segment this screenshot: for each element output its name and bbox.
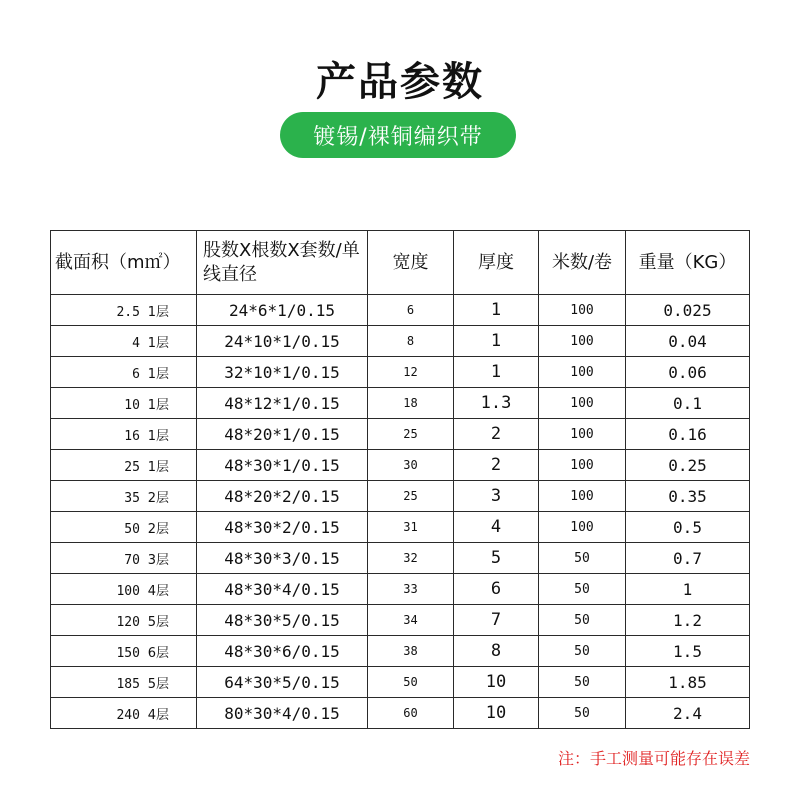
layer-value: 1层: [147, 304, 170, 320]
cell-thickness: 10: [454, 667, 539, 698]
cell-width: 38: [368, 636, 454, 667]
cell-width: 6: [368, 295, 454, 326]
table-header-row: [51, 231, 750, 295]
cell-section: [51, 636, 197, 667]
cell-meters: 100: [539, 450, 626, 481]
table-row: [51, 512, 750, 543]
cell-weight: 1.85: [626, 667, 750, 698]
table-row: [51, 636, 750, 667]
header-thickness: 厚度: [454, 231, 539, 295]
cell-thickness: 1: [454, 295, 539, 326]
header-section: 截面积（m㎡）: [51, 231, 197, 295]
layer-value: 1层: [147, 335, 170, 351]
cell-meters: 100: [539, 419, 626, 450]
cell-weight: 2.4: [626, 698, 750, 729]
cell-meters: 50: [539, 543, 626, 574]
table-row: [51, 698, 750, 729]
cell-width: 34: [368, 605, 454, 636]
cell-spec: 32*10*1/0.15: [197, 357, 368, 388]
cell-meters: 50: [539, 667, 626, 698]
cell-thickness: 4: [454, 512, 539, 543]
cell-meters: 100: [539, 388, 626, 419]
cell-width: 60: [368, 698, 454, 729]
section-value: 35: [124, 490, 140, 506]
section-value: 2.5: [116, 304, 140, 320]
cell-meters: 50: [539, 574, 626, 605]
table-row: [51, 667, 750, 698]
cell-section: [51, 605, 197, 636]
cell-weight: 0.1: [626, 388, 750, 419]
cell-meters: 50: [539, 605, 626, 636]
cell-meters: 100: [539, 357, 626, 388]
cell-meters: 100: [539, 295, 626, 326]
cell-section: [51, 512, 197, 543]
cell-meters: 100: [539, 512, 626, 543]
cell-spec: 48*30*5/0.15: [197, 605, 368, 636]
layer-value: 4层: [147, 707, 170, 723]
layer-value: 1层: [147, 397, 170, 413]
cell-weight: 1.5: [626, 636, 750, 667]
layer-value: 5层: [147, 614, 170, 630]
section-value: 100: [116, 583, 140, 599]
section-value: 150: [116, 645, 140, 661]
header-meters: 米数/卷: [539, 231, 626, 295]
cell-weight: 0.7: [626, 543, 750, 574]
cell-section: [51, 326, 197, 357]
cell-section: [51, 698, 197, 729]
cell-spec: 24*10*1/0.15: [197, 326, 368, 357]
cell-meters: 100: [539, 481, 626, 512]
table-row: [51, 357, 750, 388]
cell-weight: 0.35: [626, 481, 750, 512]
cell-weight: 1: [626, 574, 750, 605]
cell-thickness: 6: [454, 574, 539, 605]
cell-thickness: 3: [454, 481, 539, 512]
table-body: [51, 295, 750, 729]
section-value: 10: [124, 397, 140, 413]
header-width: 宽度: [368, 231, 454, 295]
cell-section: [51, 450, 197, 481]
cell-weight: 0.5: [626, 512, 750, 543]
cell-thickness: 8: [454, 636, 539, 667]
section-value: 25: [124, 459, 140, 475]
section-value: 4: [132, 335, 140, 351]
cell-width: 31: [368, 512, 454, 543]
cell-spec: 48*12*1/0.15: [197, 388, 368, 419]
cell-width: 33: [368, 574, 454, 605]
cell-width: 25: [368, 419, 454, 450]
cell-spec: 48*20*2/0.15: [197, 481, 368, 512]
section-value: 120: [116, 614, 140, 630]
cell-spec: 48*30*2/0.15: [197, 512, 368, 543]
layer-value: 1层: [147, 428, 170, 444]
spec-table: [50, 230, 750, 729]
table-row: [51, 295, 750, 326]
layer-value: 1层: [147, 366, 170, 382]
cell-spec: 48*30*3/0.15: [197, 543, 368, 574]
header-weight: 重量（KG）: [626, 231, 750, 295]
cell-thickness: 1.3: [454, 388, 539, 419]
cell-thickness: 7: [454, 605, 539, 636]
cell-width: 8: [368, 326, 454, 357]
cell-meters: 50: [539, 698, 626, 729]
cell-spec: 48*30*6/0.15: [197, 636, 368, 667]
cell-thickness: 5: [454, 543, 539, 574]
layer-value: 1层: [147, 459, 170, 475]
cell-weight: 0.06: [626, 357, 750, 388]
layer-value: 5层: [147, 676, 170, 692]
cell-width: 18: [368, 388, 454, 419]
cell-spec: 48*30*4/0.15: [197, 574, 368, 605]
section-value: 70: [124, 552, 140, 568]
cell-weight: 0.04: [626, 326, 750, 357]
cell-weight: 0.25: [626, 450, 750, 481]
cell-section: [51, 388, 197, 419]
product-badge-label: 镀锡/裸铜编织带: [313, 124, 483, 150]
cell-width: 25: [368, 481, 454, 512]
table-row: [51, 605, 750, 636]
cell-section: [51, 419, 197, 450]
cell-section: [51, 574, 197, 605]
table-row: [51, 450, 750, 481]
cell-width: 30: [368, 450, 454, 481]
cell-section: [51, 543, 197, 574]
table-row: [51, 481, 750, 512]
section-value: 185: [116, 676, 140, 692]
cell-weight: 0.16: [626, 419, 750, 450]
product-badge: [280, 112, 516, 158]
section-value: 6: [132, 366, 140, 382]
cell-thickness: 2: [454, 419, 539, 450]
cell-section: [51, 357, 197, 388]
section-value: 16: [124, 428, 140, 444]
table-row: [51, 419, 750, 450]
cell-width: 50: [368, 667, 454, 698]
cell-spec: 24*6*1/0.15: [197, 295, 368, 326]
layer-value: 2层: [147, 490, 170, 506]
cell-spec: 64*30*5/0.15: [197, 667, 368, 698]
cell-width: 32: [368, 543, 454, 574]
layer-value: 6层: [147, 645, 170, 661]
table-row: [51, 574, 750, 605]
layer-value: 2层: [147, 521, 170, 537]
cell-thickness: 2: [454, 450, 539, 481]
cell-thickness: 10: [454, 698, 539, 729]
table-row: [51, 388, 750, 419]
cell-spec: 80*30*4/0.15: [197, 698, 368, 729]
cell-section: [51, 295, 197, 326]
cell-weight: 1.2: [626, 605, 750, 636]
cell-thickness: 1: [454, 326, 539, 357]
cell-meters: 50: [539, 636, 626, 667]
header-spec: 股数X根数X套数/单线直径: [197, 231, 368, 295]
layer-value: 3层: [147, 552, 170, 568]
section-value: 240: [116, 707, 140, 723]
table-row: [51, 543, 750, 574]
measurement-note: 注：手工测量可能存在误差: [557, 749, 750, 768]
cell-meters: 100: [539, 326, 626, 357]
table-row: [51, 326, 750, 357]
layer-value: 4层: [147, 583, 170, 599]
cell-thickness: 1: [454, 357, 539, 388]
cell-section: [51, 667, 197, 698]
cell-weight: 0.025: [626, 295, 750, 326]
page-title: 产品参数: [316, 59, 484, 105]
cell-spec: 48*20*1/0.15: [197, 419, 368, 450]
cell-spec: 48*30*1/0.15: [197, 450, 368, 481]
cell-width: 12: [368, 357, 454, 388]
section-value: 50: [124, 521, 140, 537]
cell-section: [51, 481, 197, 512]
